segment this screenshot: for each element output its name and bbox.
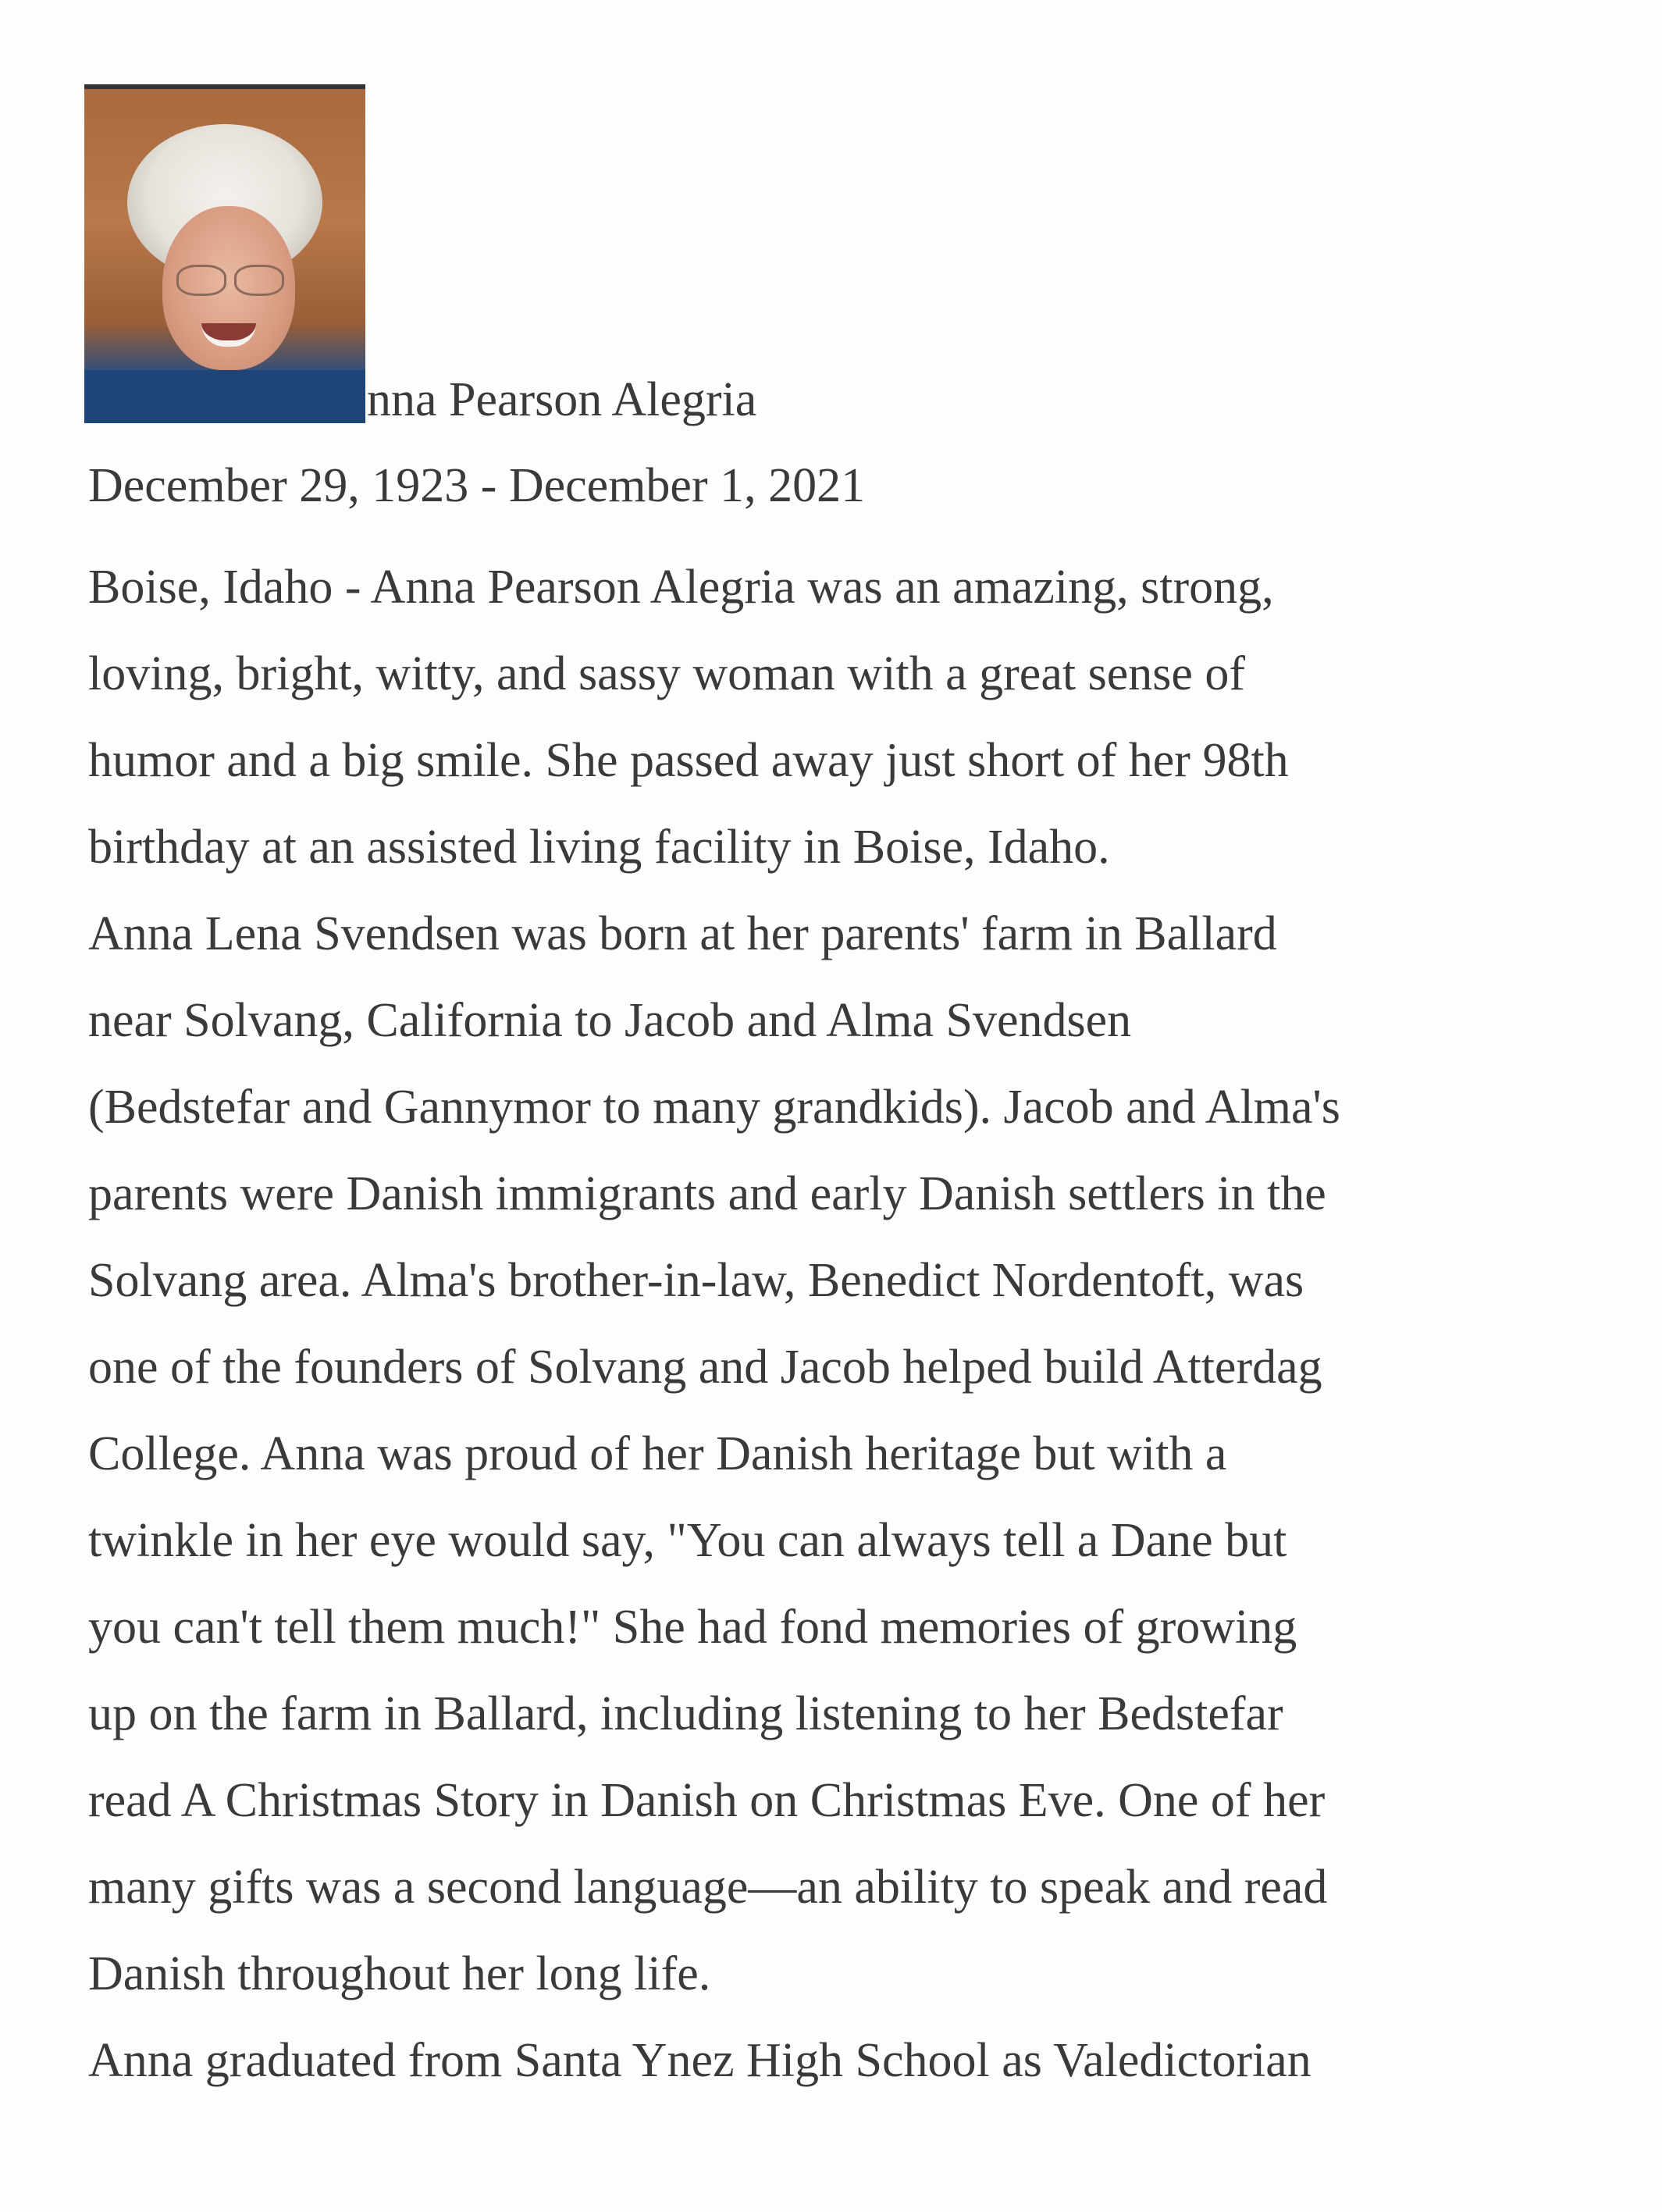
body-line: read A Christmas Story in Danish on Christmas Eve. One of her (88, 1774, 1326, 1827)
body-line: humor and a big smile. She passed away just short of her 98th (88, 734, 1289, 787)
body-line: you can't tell them much!" She had fond memories of growing (88, 1601, 1297, 1654)
body-line: Danish throughout her long life. (88, 1947, 711, 2000)
body-line: up on the farm in Ballard, including listening to her Bedstefar (88, 1687, 1283, 1740)
body-line: twinkle in her eye would say, "You can always tell a Dane but (88, 1514, 1287, 1567)
body-line: Anna Lena Svendsen was born at her parents' farm in Ballard (88, 907, 1277, 960)
obituary-body (88, 544, 1618, 2104)
body-line: one of the founders of Solvang and Jacob helped build Atterdag (88, 1341, 1322, 1394)
photo-glasses-right (234, 265, 284, 296)
body-line: Anna graduated from Santa Ynez High School as Valedictorian (88, 2034, 1311, 2087)
body-line: loving, bright, witty, and sassy woman with a great sense of (88, 647, 1246, 700)
photo-shirt (84, 370, 365, 423)
obituary-dates: December 29, 1923 - December 1, 2021 (88, 459, 866, 512)
body-line: birthday at an assisted living facility in Boise, Idaho. (88, 821, 1110, 874)
body-line: parents were Danish immigrants and early Danish settlers in the (88, 1167, 1326, 1220)
photo-glasses-left (176, 265, 226, 296)
body-line: College. Anna was proud of her Danish heritage but with a (88, 1427, 1227, 1480)
body-line: (Bedstefar and Gannymor to many grandkids). Jacob and Alma's (88, 1081, 1340, 1134)
portrait-photo (84, 84, 365, 423)
obituary-name: nna Pearson Alegria (367, 373, 757, 426)
body-line: many gifts was a second language—an ability to speak and read (88, 1861, 1328, 1914)
body-line: Boise, Idaho - Anna Pearson Alegria was an amazing, strong, (88, 561, 1274, 614)
body-line: Solvang area. Alma's brother-in-law, Benedict Nordentoft, was (88, 1254, 1304, 1307)
body-line: near Solvang, California to Jacob and Alma Svendsen (88, 994, 1132, 1047)
